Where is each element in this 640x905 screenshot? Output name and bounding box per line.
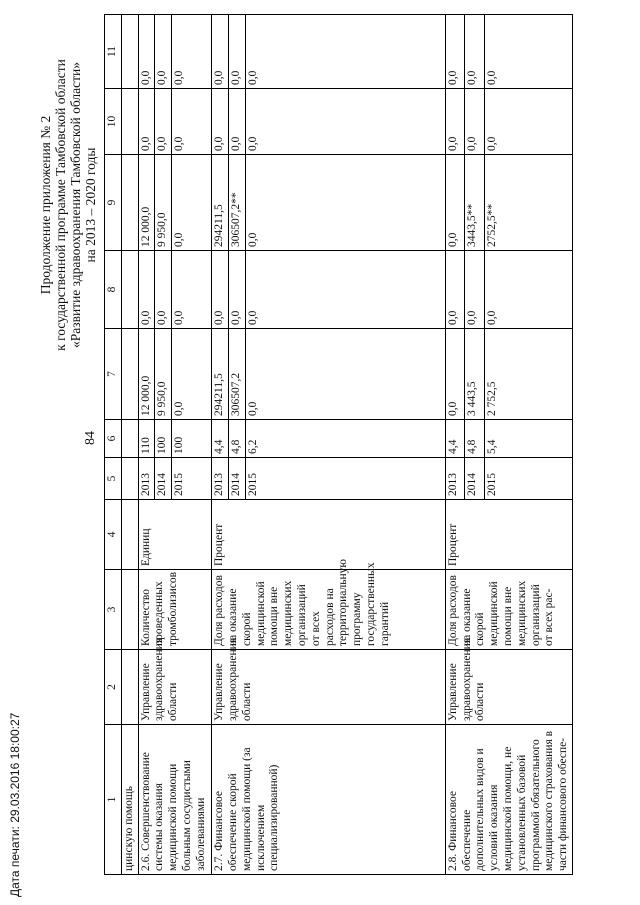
activity-name: 2.7. Финансовое обеспечение скорой медицинской помощи (за исключением специализированной) bbox=[212, 725, 446, 875]
value-cell: 0,0 bbox=[228, 251, 245, 329]
year-cell: 2015 bbox=[484, 458, 572, 500]
unit: Процент bbox=[212, 500, 446, 570]
value-cell: 100 bbox=[172, 420, 212, 458]
value-cell: 4,8 bbox=[465, 420, 485, 458]
header-line: к государственной программе Тамбовской области bbox=[53, 59, 68, 351]
value-cell: 4,8 bbox=[228, 420, 245, 458]
value-cell: 0,0 bbox=[138, 251, 155, 329]
value-cell: 0,0 bbox=[212, 251, 229, 329]
indicator: Доля расходов на оказание скорой медицинской помощи вне медицинских организаций от всех рас- bbox=[445, 570, 572, 650]
page-number: 84 bbox=[83, 431, 98, 445]
column-number: 8 bbox=[105, 251, 122, 329]
value-cell: 0,0 bbox=[155, 15, 172, 89]
column-number: 1 bbox=[105, 725, 122, 875]
value-cell: 0,0 bbox=[245, 89, 445, 155]
value-cell: 0,0 bbox=[245, 251, 445, 329]
document-header bbox=[38, 15, 98, 395]
value-cell: 5,4 bbox=[484, 420, 572, 458]
value-cell: 3 443,5 bbox=[465, 329, 485, 420]
year-cell: 2013 bbox=[138, 458, 155, 500]
activity-name: 2.8. Финансовое обеспечение дополнительных видов и условий оказания медицинской помощи, не установленных базовой программой обязательного медицинского страхования в части финансового обеспе- bbox=[445, 725, 572, 875]
value-cell: 0,0 bbox=[172, 89, 212, 155]
value-cell: 0,0 bbox=[172, 155, 212, 251]
indicator: Доля расходов на оказание скорой медицинской помощи вне медицинских организаций от всех расходов на территориальную программу государственных гарантий bbox=[212, 570, 446, 650]
column-number: 9 bbox=[105, 155, 122, 251]
column-number: 2 bbox=[105, 650, 122, 725]
year-cell: 2014 bbox=[465, 458, 485, 500]
value-cell: 0,0 bbox=[445, 329, 465, 420]
value-cell: 9 950,0 bbox=[155, 329, 172, 420]
column-number: 4 bbox=[105, 500, 122, 570]
value-cell: 0,0 bbox=[465, 251, 485, 329]
value-cell: 0,0 bbox=[445, 251, 465, 329]
value-cell: 6,2 bbox=[245, 420, 445, 458]
value-cell: 306507,2** bbox=[228, 155, 245, 251]
value-cell: 0,0 bbox=[138, 15, 155, 89]
value-cell: 110 bbox=[138, 420, 155, 458]
header-line: Продолжение приложения № 2 bbox=[38, 115, 53, 295]
activity-name: 2.6. Совершенствование системы оказания медицинской помощи больным сосудистыми заболеваниями bbox=[138, 725, 212, 875]
year-cell: 2013 bbox=[212, 458, 229, 500]
value-cell: 12 000,0 bbox=[138, 329, 155, 420]
column-number: 10 bbox=[105, 89, 122, 155]
year-cell: 2015 bbox=[172, 458, 212, 500]
value-cell: 294211,5 bbox=[212, 155, 229, 251]
value-cell: 0,0 bbox=[172, 251, 212, 329]
value-cell: 0,0 bbox=[172, 329, 212, 420]
value-cell: 0,0 bbox=[212, 15, 229, 89]
value-cell: 306507,2 bbox=[228, 329, 245, 420]
value-cell: 0,0 bbox=[245, 15, 445, 89]
print-date: Дата печати: 29.03.2016 18:00:27 bbox=[8, 712, 22, 897]
value-cell: 0,0 bbox=[484, 89, 572, 155]
column-number: 7 bbox=[105, 329, 122, 420]
value-cell: 0,0 bbox=[212, 89, 229, 155]
value-cell: 0,0 bbox=[172, 15, 212, 89]
header-line: «Развитие здравоохранения Тамбовской области» bbox=[68, 62, 83, 349]
table-row bbox=[138, 15, 155, 875]
value-cell: 2752,5** bbox=[484, 155, 572, 251]
column-number: 11 bbox=[105, 15, 122, 89]
unit: Единиц bbox=[138, 500, 212, 570]
value-cell: 294211,5 bbox=[212, 329, 229, 420]
column-number: 5 bbox=[105, 458, 122, 500]
value-cell: 0,0 bbox=[245, 329, 445, 420]
value-cell: 0,0 bbox=[484, 251, 572, 329]
year-cell: 2015 bbox=[245, 458, 445, 500]
value-cell: 0,0 bbox=[138, 89, 155, 155]
value-cell: 12 000,0 bbox=[138, 155, 155, 251]
header-line: на 2013 – 2020 годы bbox=[83, 147, 98, 263]
continuation-row bbox=[121, 15, 138, 875]
program-table bbox=[104, 14, 573, 875]
value-cell: 0,0 bbox=[445, 15, 465, 89]
table-row bbox=[445, 15, 465, 875]
value-cell: 0,0 bbox=[465, 89, 485, 155]
value-cell: 0,0 bbox=[155, 89, 172, 155]
value-cell: 0,0 bbox=[228, 15, 245, 89]
indicator: Количество проведенных тромболизисов bbox=[138, 570, 212, 650]
executor: Управление здравоохранения области bbox=[445, 650, 572, 725]
value-cell: 0,0 bbox=[155, 251, 172, 329]
year-cell: 2014 bbox=[228, 458, 245, 500]
value-cell: 0,0 bbox=[228, 89, 245, 155]
year-cell: 2014 bbox=[155, 458, 172, 500]
unit: Процент bbox=[445, 500, 572, 570]
value-cell: 0,0 bbox=[484, 15, 572, 89]
value-cell: 100 bbox=[155, 420, 172, 458]
value-cell: 0,0 bbox=[445, 89, 465, 155]
value-cell: 4,4 bbox=[212, 420, 229, 458]
executor: Управление здравоохранения области bbox=[212, 650, 446, 725]
value-cell: 0,0 bbox=[465, 15, 485, 89]
value-cell: 0,0 bbox=[445, 155, 465, 251]
value-cell: 4,4 bbox=[445, 420, 465, 458]
column-number: 3 bbox=[105, 570, 122, 650]
value-cell: 2 752,5 bbox=[484, 329, 572, 420]
value-cell: 3443,5** bbox=[465, 155, 485, 251]
column-number-row bbox=[105, 15, 122, 875]
value-cell: 0,0 bbox=[245, 155, 445, 251]
table-row bbox=[212, 15, 229, 875]
column-number: 6 bbox=[105, 420, 122, 458]
executor: Управление здравоохранения области bbox=[138, 650, 212, 725]
value-cell: 9 950,0 bbox=[155, 155, 172, 251]
continuation-text: цинскую помощь bbox=[121, 725, 138, 875]
year-cell: 2013 bbox=[445, 458, 465, 500]
